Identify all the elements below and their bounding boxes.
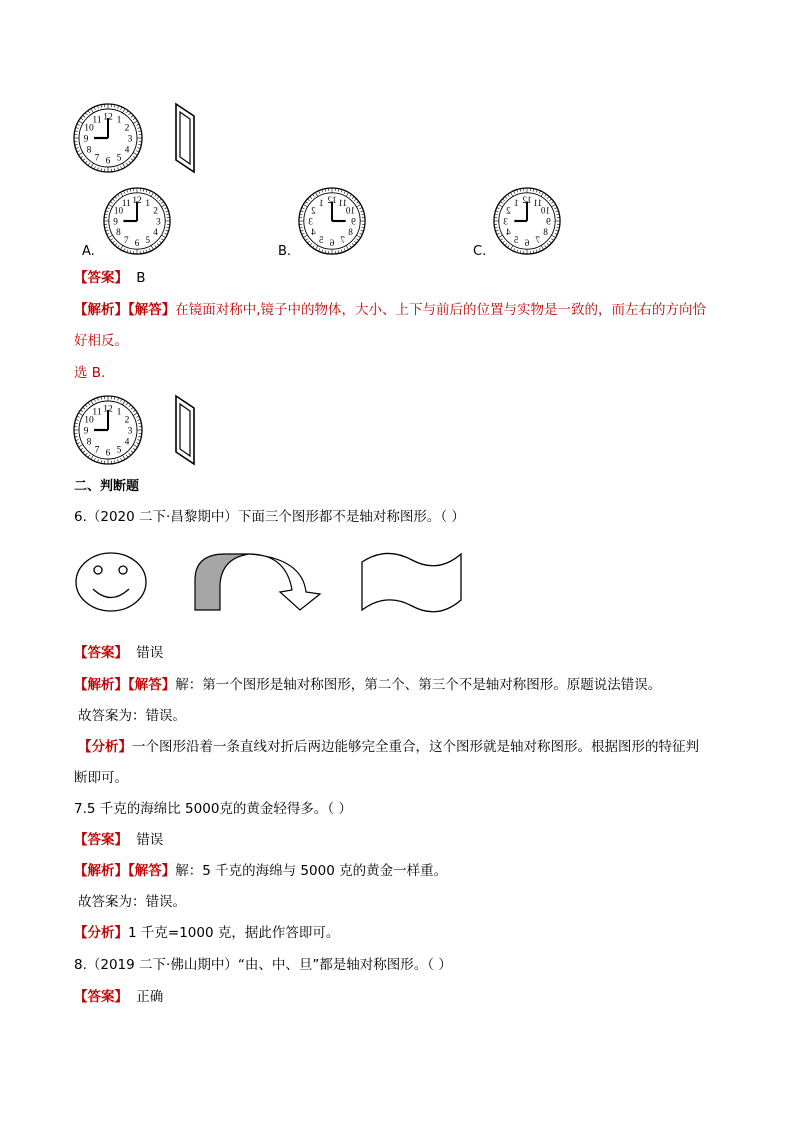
clock-numeral: 10 — [84, 415, 94, 426]
clock-numeral: 10 — [113, 205, 124, 216]
clock-numeral: 12 — [522, 195, 532, 206]
q5-analysis — [74, 300, 706, 320]
analysis-tag: 【解析】【解答】 — [74, 863, 176, 879]
clock-numeral: 8 — [116, 227, 121, 238]
mirror-icon — [174, 102, 196, 174]
q6-conclusion: 故答案为：错误。 — [78, 708, 186, 724]
clock-numeral: 7 — [535, 234, 540, 245]
option-b-label[interactable]: B. — [278, 244, 292, 259]
option-c-clock-icon[interactable] — [492, 186, 562, 256]
q6-analysis — [74, 675, 661, 695]
clock-numeral: 4 — [124, 145, 130, 156]
clock-numeral: 6 — [329, 237, 335, 248]
wavy-flag-icon — [360, 550, 464, 614]
clock-numeral: 8 — [86, 437, 92, 448]
q6-answer — [74, 643, 163, 663]
clock-numeral: 8 — [543, 227, 548, 238]
clock-numeral: 7 — [94, 153, 100, 164]
clock-numeral: 5 — [514, 234, 519, 245]
clock-numeral: 9 — [351, 216, 356, 227]
clock-numeral: 12 — [103, 112, 113, 123]
clock-numeral: 4 — [124, 437, 130, 448]
clock-numeral: 9 — [83, 134, 89, 145]
clock-numeral: 9 — [546, 216, 551, 227]
option-a-clock-icon[interactable] — [102, 186, 172, 256]
clock-numeral: 8 — [86, 145, 92, 156]
clock-numeral: 2 — [153, 205, 158, 216]
clock-numeral: 1 — [116, 407, 122, 418]
answer-value: 错误 — [136, 832, 164, 848]
analysis-text: 解：5 千克的海绵与 5000 克的黄金一样重。 — [175, 863, 448, 879]
clock-numeral: 1 — [145, 197, 150, 208]
option-a-label[interactable]: A. — [82, 244, 95, 259]
clock-numeral: 3 — [308, 216, 313, 227]
clock-numeral: 7 — [124, 234, 129, 245]
clock-numeral: 3 — [127, 134, 133, 145]
answer-tag: 【答案】 — [74, 645, 128, 661]
analysis-tag: 【解析】【解答】 — [74, 677, 176, 693]
q7-question: 7.5 千克的海绵比 5000克的黄金轻得多。（ ） — [74, 801, 352, 817]
clock-numeral: 5 — [116, 445, 122, 456]
curved-arrow-icon — [192, 550, 324, 614]
clock-numeral: 9 — [113, 216, 118, 227]
fenxi-tag: 【分析】 — [78, 739, 132, 755]
clock-numeral: 12 — [132, 195, 142, 206]
q7-analysis — [74, 861, 447, 881]
clock-numeral: 11 — [92, 407, 102, 418]
clock-numeral: 3 — [127, 426, 133, 437]
clock-numeral: 1 — [116, 115, 122, 126]
q7-answer — [74, 830, 163, 850]
q6-question: 6.（2020 二下·昌黎期中）下面三个图形都不是轴对称图形。（ ） — [74, 509, 465, 525]
answer-value: 正确 — [136, 989, 164, 1005]
clock-numeral: 5 — [319, 234, 324, 245]
answer-tag: 【答案】 — [74, 989, 128, 1005]
clock-numeral: 4 — [153, 227, 158, 238]
clock-numeral: 6 — [105, 156, 111, 167]
clock-numeral: 10 — [540, 205, 551, 216]
clock-numeral: 2 — [124, 123, 130, 134]
answer-tag: 【答案】 — [74, 270, 128, 286]
q5-choice: 选 B. — [74, 365, 106, 381]
clock-numeral: 4 — [506, 227, 511, 238]
clock-numeral: 1 — [319, 197, 324, 208]
clock-numeral: 5 — [145, 234, 150, 245]
clock-numeral: 4 — [311, 227, 316, 238]
clock-numeral: 9 — [83, 426, 89, 437]
clock-numeral: 7 — [94, 445, 100, 456]
q7-conclusion: 故答案为：错误。 — [78, 894, 186, 910]
clock-icon — [72, 394, 144, 466]
q5-answer — [74, 268, 146, 288]
answer-tag: 【答案】 — [74, 832, 128, 848]
q6-fenxi-cont: 断即可。 — [74, 770, 128, 786]
analysis-text: 解：第一个图形是轴对称图形，第二个、第三个不是轴对称图形。原题说法错误。 — [175, 677, 662, 693]
clock-numeral: 8 — [348, 227, 353, 238]
clock-numeral: 2 — [311, 205, 316, 216]
clock-numeral: 5 — [116, 153, 122, 164]
analysis-tag: 【解析】【解答】 — [74, 302, 176, 318]
fenxi-tag: 【分析】 — [74, 925, 128, 941]
fenxi-text: 1 千克=1000 克，据此作答即可。 — [128, 925, 340, 941]
clock-numeral: 11 — [92, 115, 102, 126]
option-c-label[interactable]: C. — [473, 244, 487, 259]
mirror-icon — [174, 394, 196, 466]
clock-numeral: 11 — [338, 197, 348, 208]
clock-numeral: 1 — [514, 197, 519, 208]
clock-numeral: 12 — [327, 195, 337, 206]
q8-answer — [74, 987, 163, 1007]
answer-value: 错误 — [136, 645, 164, 661]
option-b-clock-icon[interactable] — [297, 186, 367, 256]
answer-value: B — [136, 270, 146, 286]
clock-numeral: 12 — [103, 404, 113, 415]
analysis-text: 在镜面对称中,镜子中的物体，大小、上下与前后的位置与实物是一致的，而左右的方向恰 — [175, 302, 707, 318]
clock-numeral: 11 — [533, 197, 543, 208]
clock-numeral: 7 — [340, 234, 345, 245]
clock-numeral: 10 — [345, 205, 356, 216]
clock-numeral: 3 — [156, 216, 161, 227]
clock-numeral: 3 — [503, 216, 508, 227]
clock-numeral: 10 — [84, 123, 94, 134]
q7-fenxi — [74, 923, 339, 943]
q6-fenxi — [78, 737, 699, 757]
q5-analysis-cont: 好相反。 — [74, 333, 128, 349]
clock-numeral: 2 — [506, 205, 511, 216]
clock-numeral: 2 — [124, 415, 130, 426]
clock-numeral: 6 — [134, 237, 140, 248]
section-title: 二、判断题 — [74, 479, 140, 494]
clock-numeral: 6 — [524, 237, 530, 248]
clock-numeral: 6 — [105, 448, 111, 459]
clock-icon — [72, 102, 144, 174]
clock-numeral: 11 — [121, 197, 131, 208]
q8-question: 8.（2019 二下·佛山期中）“由、中、旦”都是轴对称图形。（ ） — [74, 957, 452, 973]
fenxi-text: 一个图形沿着一条直线对折后两边能够完全重合，这个图形就是轴对称图形。根据图形的特征判 — [132, 739, 699, 755]
smiley-face-icon — [74, 552, 148, 612]
